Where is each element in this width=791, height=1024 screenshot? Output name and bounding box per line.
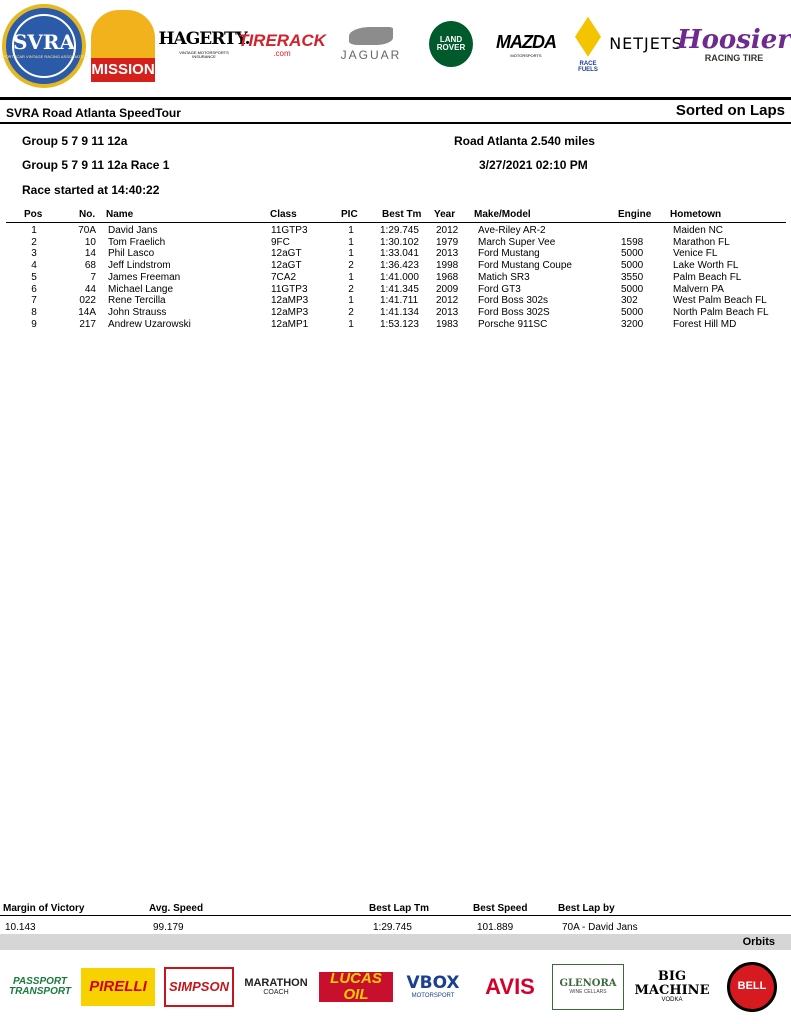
cell-best-time: 1:41.345 <box>380 283 419 295</box>
cell-pos: 1 <box>31 225 37 236</box>
cell-make-model: Ave-Riley AR-2 <box>478 225 546 236</box>
cell-hometown: Maiden NC <box>673 225 724 236</box>
avis-logo <box>474 954 546 1020</box>
cell-hometown: North Palm Beach FL <box>673 306 769 318</box>
cell-pos: 9 <box>31 318 37 330</box>
cell-car-number: 7 <box>90 271 96 283</box>
cell-car-number: 68 <box>84 260 96 272</box>
mission-logo <box>91 10 155 82</box>
cell-engine: 5000 <box>621 248 644 260</box>
cell-hometown: Palm Beach FL <box>673 271 742 283</box>
bigmachine-logo-subtitle: VODKA <box>661 997 683 1004</box>
cell-driver-name: John Strauss <box>108 306 167 318</box>
orbits-bar <box>0 934 791 950</box>
cell-year: 2013 <box>436 248 459 260</box>
cell-pic: 1 <box>348 248 354 260</box>
vbox-logo-subtitle: MOTORSPORT <box>411 992 455 999</box>
bell-logo-text: BELL <box>737 980 767 993</box>
cell-make-model: Ford GT3 <box>478 283 521 295</box>
cell-make-model: Porsche 911SC <box>478 318 548 330</box>
best-lap-time-value: 1:29.745 <box>373 922 412 933</box>
sunoco-logo <box>572 8 604 82</box>
group-label: Group 5 7 9 11 12a <box>22 134 128 148</box>
cell-class: 7CA2 <box>271 271 297 283</box>
cell-driver-name: Rene Tercilla <box>108 295 166 307</box>
top-sponsor-strip <box>0 0 791 92</box>
cell-driver-name: Jeff Lindstrom <box>108 260 171 272</box>
cell-best-time: 1:53.123 <box>380 318 419 330</box>
cell-pos: 2 <box>31 236 37 248</box>
cell-hometown: Malvern PA <box>673 283 724 295</box>
glenora-logo-text: GLENORA <box>559 978 617 990</box>
col-header-hometown: Hometown <box>670 209 722 220</box>
cell-class: 11GTP3 <box>271 225 308 236</box>
cell-best-time: 1:30.102 <box>380 236 419 248</box>
cell-hometown: Lake Worth FL <box>673 260 739 272</box>
cell-driver-name: James Freeman <box>108 271 181 283</box>
lucas-logo-text: LUCAS OIL <box>330 970 382 1003</box>
header-top-rule <box>0 97 791 100</box>
passport-transport-logo <box>8 954 72 1020</box>
cell-pos: 4 <box>31 260 37 272</box>
best-lap-by-label: Best Lap by <box>558 903 615 914</box>
mission-logo-text: MISSION <box>91 58 155 82</box>
tirerack-logo-text: TIRERACK <box>238 30 326 50</box>
cell-make-model: Ford Mustang Coupe <box>478 260 572 272</box>
cell-car-number: 10 <box>84 236 96 248</box>
cell-car-number: 14 <box>84 248 96 260</box>
cell-engine: 302 <box>621 295 638 307</box>
cell-year: 2013 <box>436 306 459 318</box>
table-row <box>0 319 791 332</box>
marathon-logo-subtitle: COACH <box>263 989 289 997</box>
cell-hometown: Marathon FL <box>673 236 730 248</box>
cell-make-model: Ford Mustang <box>478 248 540 260</box>
cell-pos: 8 <box>31 306 37 318</box>
landrover-logo-text: LAND ROVER <box>436 34 466 52</box>
hoosier-logo-text: Hoosier <box>677 24 791 55</box>
race-start-time: Race started at 14:40:22 <box>22 183 160 197</box>
cell-year: 1968 <box>436 271 459 283</box>
cell-pic: 2 <box>348 283 354 295</box>
cell-class: 12aMP1 <box>271 318 309 330</box>
col-header-make-model: Make/Model <box>474 209 531 220</box>
col-header-best-tm: Best Tm <box>382 209 422 220</box>
margin-of-victory-label: Margin of Victory <box>3 903 85 914</box>
cell-make-model: Ford Boss 302S <box>478 306 550 318</box>
cell-engine: 5000 <box>621 260 644 272</box>
cell-year: 1983 <box>436 318 459 330</box>
col-header-pic: PIC <box>341 209 358 220</box>
tirerack-logo-subtitle: .com <box>273 48 291 58</box>
jaguar-leaper-icon <box>349 27 393 45</box>
cell-best-time: 1:41.134 <box>380 306 419 318</box>
cell-pic: 2 <box>348 306 354 318</box>
cell-pos: 3 <box>31 248 37 260</box>
lucas-oil-logo <box>318 954 394 1020</box>
margin-of-victory-value: 10.143 <box>5 922 36 933</box>
col-header-class: Class <box>270 209 297 220</box>
tirerack-logo <box>238 12 326 78</box>
glenora-logo-subtitle: WINE CELLARS <box>569 988 607 995</box>
hagerty-logo <box>158 12 250 78</box>
cell-car-number: 14A <box>78 306 96 318</box>
session-name: Group 5 7 9 11 12a Race 1 <box>22 158 170 172</box>
col-header-engine: Engine <box>618 209 652 220</box>
cell-hometown: West Palm Beach FL <box>673 295 767 307</box>
jaguar-logo-text: JAGUAR <box>340 47 402 62</box>
bell-helmets-logo <box>724 954 780 1020</box>
cell-hometown: Venice FL <box>673 248 718 260</box>
passport-logo-text: PASSPORT TRANSPORT <box>8 975 72 997</box>
bell-logo-circle <box>727 962 777 1012</box>
cell-driver-name: Phil Lasco <box>108 248 155 260</box>
big-machine-vodka-logo <box>630 954 714 1020</box>
netjets-logo-text: NETJETS <box>609 33 683 53</box>
cell-driver-name: Andrew Uzarowski <box>108 318 191 330</box>
event-title: SVRA Road Atlanta SpeedTour <box>6 106 181 120</box>
lucas-logo-box <box>319 972 393 1002</box>
cell-year: 2012 <box>436 295 459 307</box>
cell-pic: 1 <box>348 318 354 330</box>
cell-class: 12aGT <box>271 248 302 260</box>
cell-car-number: 217 <box>79 318 96 330</box>
cell-car-number: 70A <box>78 225 96 236</box>
col-header-pos: Pos <box>24 209 43 220</box>
cell-pos: 7 <box>31 295 37 307</box>
avg-speed-label: Avg. Speed <box>149 903 204 914</box>
pirelli-logo-text: PIRELLI <box>89 978 147 996</box>
cell-pic: 1 <box>348 225 354 236</box>
landrover-logo <box>418 6 484 82</box>
cell-driver-name: Michael Lange <box>108 283 174 295</box>
cell-pos: 6 <box>31 283 37 295</box>
best-speed-label: Best Speed <box>473 903 528 914</box>
sunoco-diamond-icon <box>575 17 601 57</box>
mazda-logo <box>493 12 559 80</box>
cell-driver-name: David Jans <box>108 225 158 236</box>
cell-pic: 2 <box>348 260 354 272</box>
best-speed-value: 101.889 <box>477 922 514 933</box>
simpson-logo-text: SIMPSON <box>169 979 229 995</box>
cell-year: 1979 <box>436 236 459 248</box>
marathon-logo-text: MARATHON <box>244 976 308 989</box>
summary-header-rule <box>0 915 791 916</box>
cell-class: 9FC <box>271 236 290 248</box>
col-header-name: Name <box>106 209 134 220</box>
cell-best-time: 1:41.000 <box>380 271 419 283</box>
svra-logo-tagline: SPORTSCAR VINTAGE RACING ASSOCIATION <box>0 54 88 60</box>
cell-car-number: 44 <box>84 283 96 295</box>
cell-make-model: March Super Vee <box>478 236 556 248</box>
glenora-logo-box <box>552 964 624 1010</box>
sunoco-logo-subtitle: RACE FUELS <box>578 60 598 73</box>
session-datetime: 3/27/2021 02:10 PM <box>479 158 588 172</box>
bigmachine-logo-text: BIG MACHINE <box>634 969 710 998</box>
cell-year: 2012 <box>436 225 459 236</box>
glenora-logo <box>552 954 624 1020</box>
cell-make-model: Matich SR3 <box>478 271 530 283</box>
netjets-logo <box>609 10 683 78</box>
simpson-logo <box>164 954 234 1020</box>
vbox-logo-text: VBOX <box>406 972 460 993</box>
bottom-sponsor-strip <box>0 950 791 1024</box>
best-lap-time-label: Best Lap Tm <box>369 903 430 914</box>
cell-engine: 5000 <box>621 283 644 295</box>
cell-hometown: Forest Hill MD <box>673 318 737 330</box>
landrover-oval <box>429 21 473 67</box>
results-header-rule <box>6 222 786 223</box>
cell-best-time: 1:41.711 <box>380 295 419 307</box>
cell-engine: 1598 <box>621 236 644 248</box>
cell-class: 12aGT <box>271 260 302 272</box>
simpson-logo-box <box>164 967 234 1007</box>
cell-pic: 1 <box>348 236 354 248</box>
cell-make-model: Ford Boss 302s <box>478 295 549 307</box>
hoosier-logo-subtitle: RACING TIRE <box>704 52 764 63</box>
cell-engine: 5000 <box>621 306 644 318</box>
mazda-logo-text: MAZDA <box>496 32 556 53</box>
col-header-no: No. <box>79 209 96 220</box>
track-info: Road Atlanta 2.540 miles <box>454 134 595 148</box>
svra-logo <box>2 4 86 88</box>
cell-pic: 1 <box>348 295 354 307</box>
hoosier-logo <box>677 8 791 82</box>
svra-logo-text: SVRA <box>12 30 76 55</box>
cell-pos: 5 <box>31 271 37 283</box>
cell-class: 11GTP3 <box>271 283 308 295</box>
header-bottom-rule <box>0 122 791 124</box>
hagerty-logo-text: HAGERTY. <box>158 28 250 49</box>
pirelli-logo <box>80 954 156 1020</box>
vbox-logo <box>400 954 466 1020</box>
best-lap-by-value: 70A - David Jans <box>562 922 638 933</box>
pirelli-logo-box <box>81 968 155 1006</box>
cell-best-time: 1:36.423 <box>380 260 419 272</box>
cell-engine: 3200 <box>621 318 644 330</box>
jaguar-logo <box>336 10 406 78</box>
cell-pic: 1 <box>348 271 354 283</box>
avis-logo-text: AVIS <box>485 974 535 1000</box>
cell-year: 1998 <box>436 260 459 272</box>
mazda-logo-subtitle: MOTORSPORTS <box>510 53 542 59</box>
cell-driver-name: Tom Fraelich <box>108 236 166 248</box>
cell-engine: 3550 <box>621 271 644 283</box>
sort-label: Sorted on Laps <box>675 102 785 119</box>
cell-class: 12aMP3 <box>271 306 309 318</box>
avg-speed-value: 99.179 <box>153 922 184 933</box>
hagerty-logo-subtitle: VINTAGE MOTORSPORTS INSURANCE <box>179 49 229 59</box>
cell-class: 12aMP3 <box>271 295 309 307</box>
col-header-year: Year <box>434 209 456 220</box>
orbits-label: Orbits <box>742 936 775 948</box>
marathon-coach-logo <box>240 954 312 1020</box>
cell-best-time: 1:29.745 <box>380 225 419 236</box>
cell-best-time: 1:33.041 <box>380 248 419 260</box>
cell-year: 2009 <box>436 283 459 295</box>
cell-car-number: 022 <box>79 295 96 307</box>
